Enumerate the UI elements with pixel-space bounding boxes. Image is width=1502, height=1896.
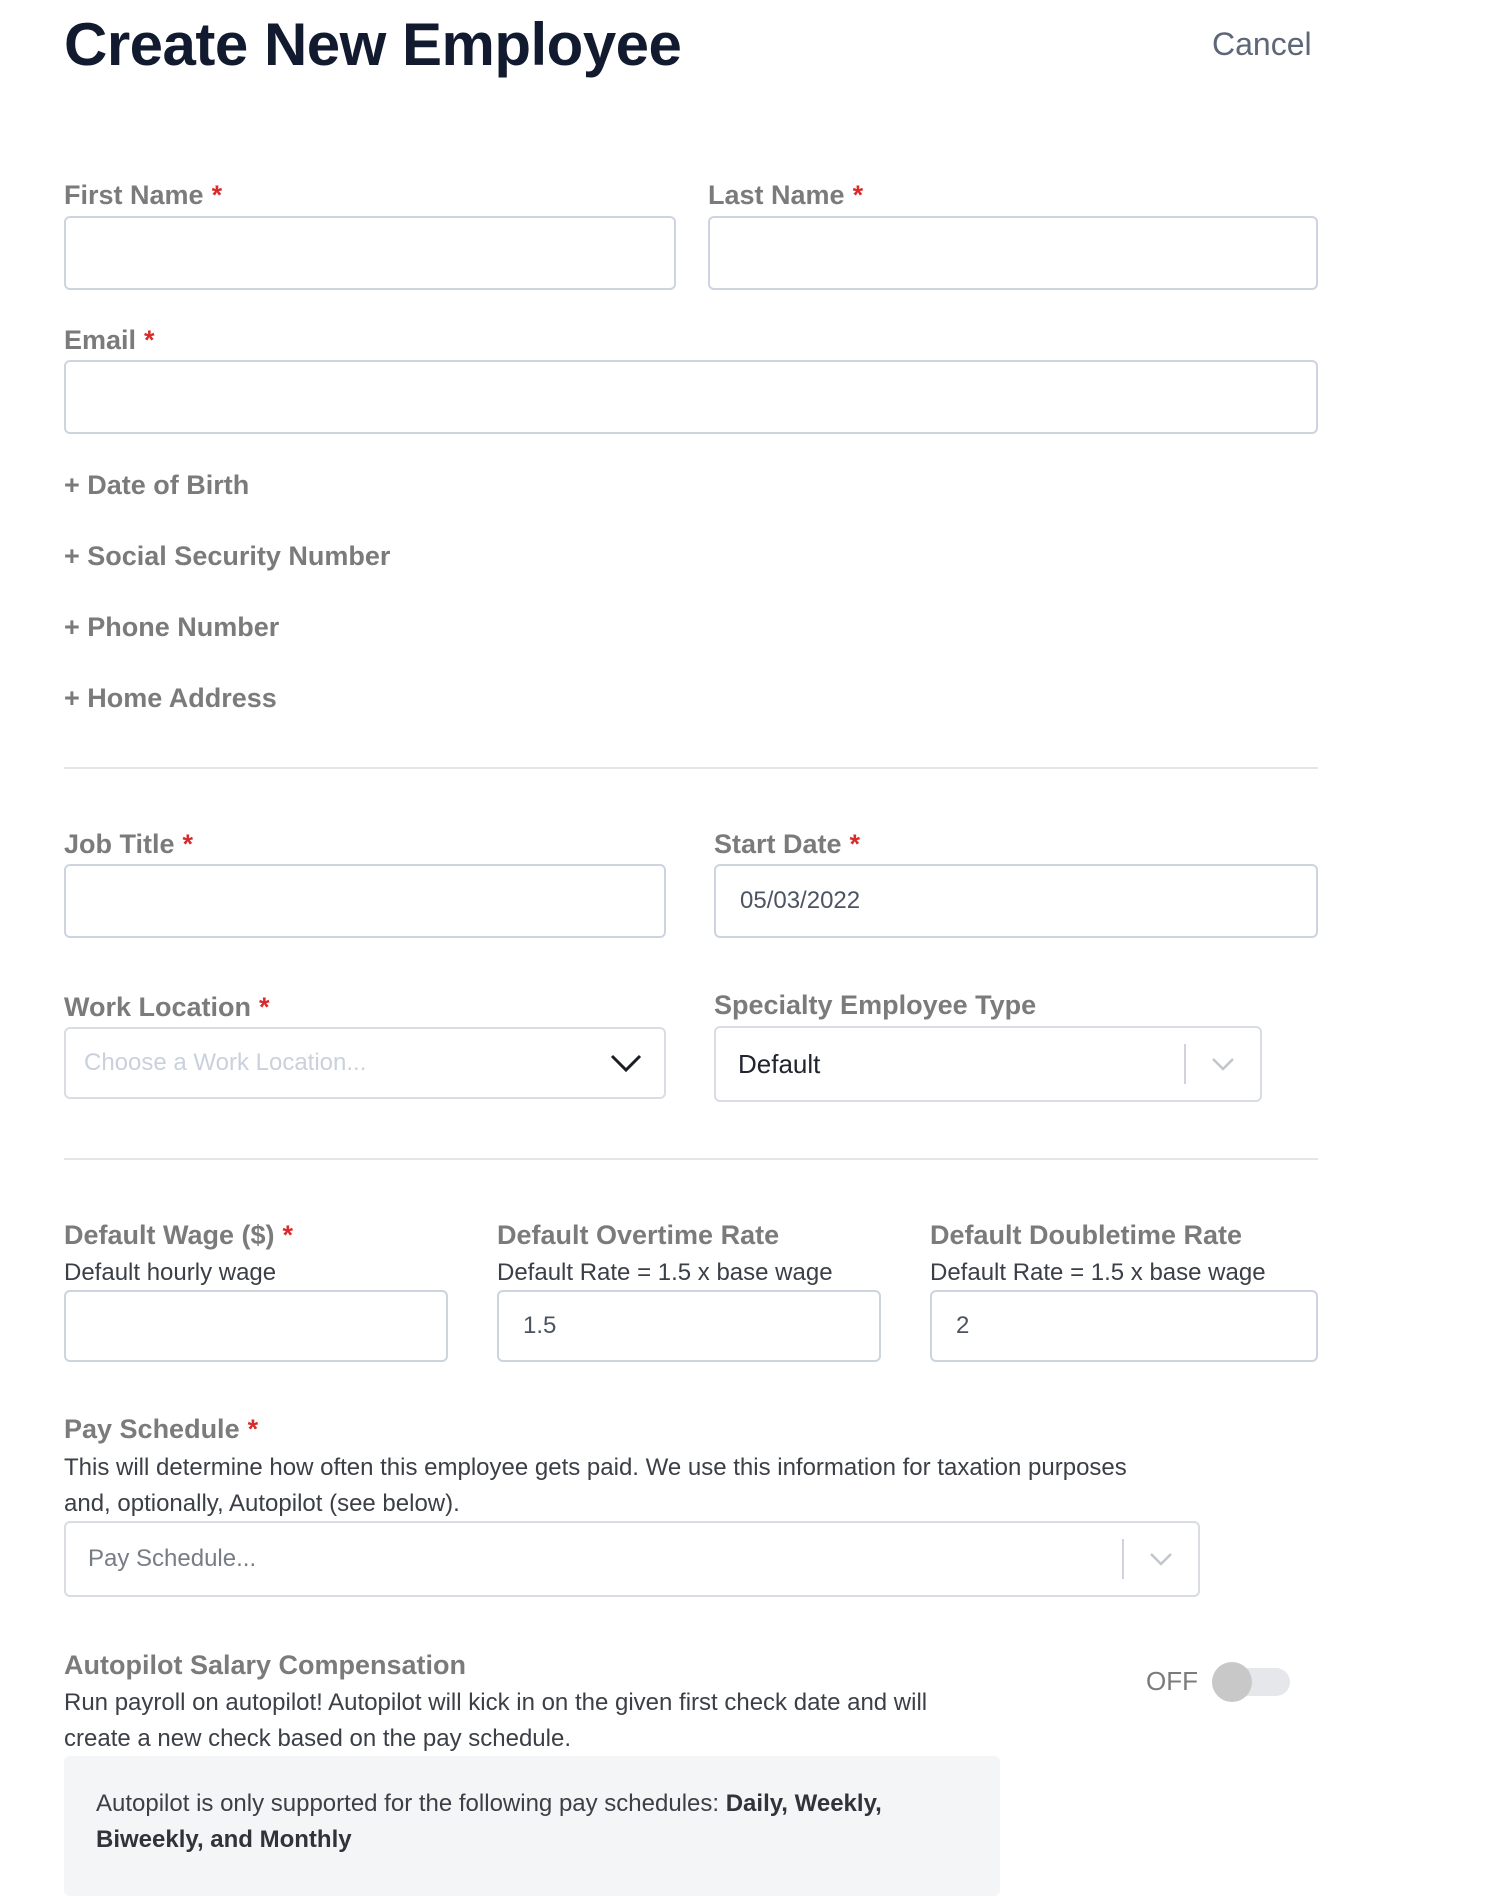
work-location-label: Work Location * [64, 992, 270, 1022]
start-date-input[interactable]: 05/03/2022 [714, 864, 1318, 938]
specialty-type-select[interactable] [714, 1026, 1262, 1102]
specialty-type-label: Specialty Employee Type [714, 990, 1037, 1020]
default-wage-input[interactable] [64, 1290, 448, 1362]
overtime-rate-label: Default Overtime Rate [497, 1220, 780, 1250]
doubletime-rate-input[interactable]: 2 [930, 1290, 1318, 1362]
work-location-select[interactable] [64, 1027, 666, 1099]
autopilot-title: Autopilot Salary Compensation [64, 1650, 467, 1680]
email-input[interactable] [64, 360, 1318, 434]
first-name-label: First Name * [64, 180, 223, 210]
overtime-rate-sublabel: Default Rate = 1.5 x base wage [497, 1259, 833, 1286]
default-wage-label: Default Wage ($) * [64, 1220, 294, 1250]
pay-schedule-placeholder: Pay Schedule... [88, 1545, 257, 1572]
pay-schedule-label: Pay Schedule * [64, 1414, 259, 1444]
add-ssn-link[interactable]: + Social Security Number [64, 541, 391, 571]
work-location-placeholder: Choose a Work Location... [84, 1049, 367, 1076]
pay-schedule-select[interactable] [64, 1521, 1200, 1597]
autopilot-description: Run payroll on autopilot! Autopilot will kick in on the given first check date and will create a new check based on the pay schedule. [64, 1689, 928, 1752]
overtime-rate-input[interactable]: 1.5 [497, 1290, 881, 1362]
start-date-label: Start Date * [714, 829, 861, 859]
last-name-label: Last Name * [708, 180, 864, 210]
add-phone-number-link[interactable]: + Phone Number [64, 612, 280, 642]
chevron-down-icon[interactable] [1186, 1034, 1260, 1094]
section-divider [64, 767, 1318, 769]
add-home-address-link[interactable]: + Home Address [64, 683, 277, 713]
chevron-down-icon[interactable] [1124, 1529, 1198, 1589]
autopilot-note: Autopilot is only supported for the following pay schedules: Daily, Weekly, Biweekly, and Monthly [64, 1756, 1000, 1896]
job-title-input[interactable] [64, 864, 666, 938]
doubletime-rate-sublabel: Default Rate = 1.5 x base wage [930, 1259, 1266, 1286]
chevron-down-icon[interactable] [596, 1033, 656, 1093]
cancel-button[interactable]: Cancel [1212, 26, 1312, 62]
page-title: Create New Employee [64, 11, 682, 78]
autopilot-toggle[interactable] [1212, 1660, 1290, 1704]
pay-schedule-description: This will determine how often this employee gets paid. We use this information for taxation purposes and, optionally, Autopilot (see below). [64, 1454, 1127, 1517]
specialty-type-value: Default [738, 1048, 821, 1079]
autopilot-toggle-state: OFF [1146, 1666, 1198, 1696]
section-divider [64, 1158, 1318, 1160]
job-title-label: Job Title * [64, 829, 194, 859]
first-name-input[interactable] [64, 216, 676, 290]
doubletime-rate-label: Default Doubletime Rate [930, 1220, 1243, 1250]
toggle-knob [1212, 1662, 1252, 1702]
default-wage-sublabel: Default hourly wage [64, 1259, 277, 1286]
add-date-of-birth-link[interactable]: + Date of Birth [64, 470, 250, 500]
last-name-input[interactable] [708, 216, 1318, 290]
email-label: Email * [64, 325, 155, 355]
